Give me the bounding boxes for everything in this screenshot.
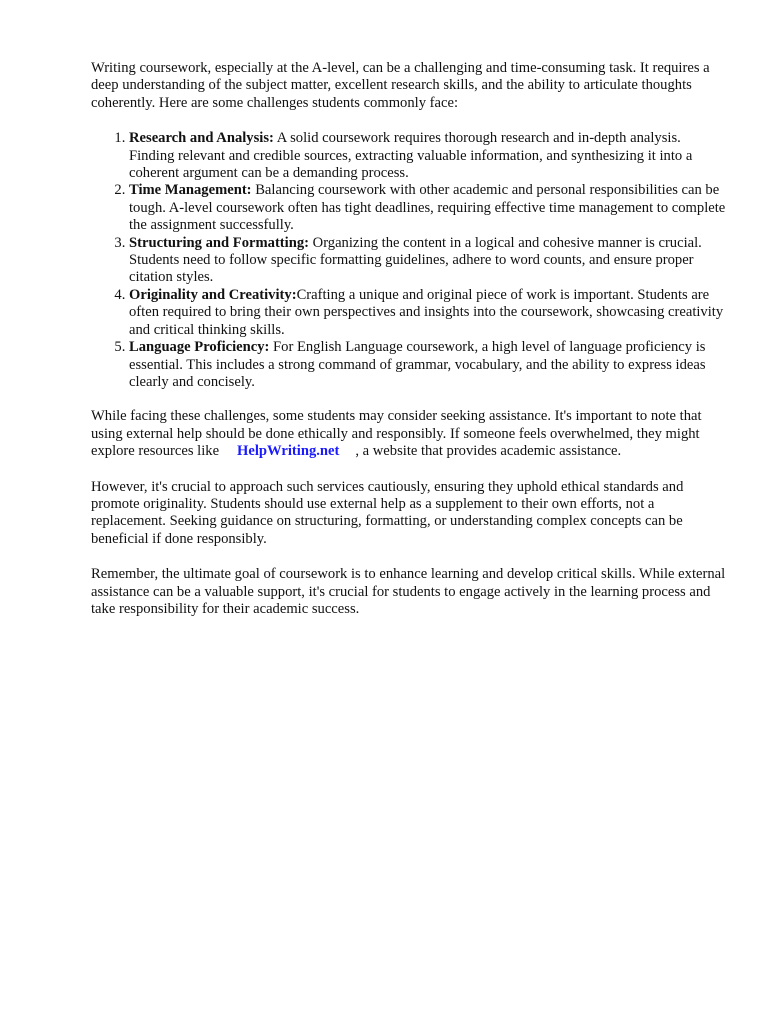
- list-item: [129, 287, 727, 339]
- list-item: [129, 130, 727, 182]
- challenge-term: Originality and Creativity:: [129, 286, 297, 303]
- assistance-text-after: , a website that provides academic assistance.: [355, 443, 622, 460]
- challenge-text: Crafting a unique and original piece of work is important. Students are often required to bring their own perspectives and insights into the coursework, showcasing creativity and critical thinking skills.: [129, 286, 724, 338]
- challenge-text: Balancing coursework with other academic and personal responsibilities can be tough. A-level coursework often has tight deadlines, requiring effective time management to complete the assignment successfully.: [129, 182, 726, 234]
- challenge-text: A solid coursework requires thorough research and in-depth analysis. Finding relevant and credible sources, extracting valuable information, and synthesizing it into a coherent argument can be a demanding process.: [129, 130, 693, 182]
- assistance-text-before: While facing these challenges, some students may consider seeking assistance. It's important to note that using external help should be done ethically and responsibly. If someone feels overwhelmed, they might explore resources like: [91, 408, 702, 460]
- challenge-text: Organizing the content in a logical and cohesive manner is crucial. Students need to follow specific formatting guidelines, adhere to word counts, and ensure proper citation styles.: [129, 234, 702, 286]
- assistance-paragraph: [91, 408, 727, 460]
- challenge-term: Structuring and Formatting:: [129, 234, 309, 251]
- list-item: [129, 235, 727, 287]
- challenge-term: Language Proficiency:: [129, 339, 270, 356]
- document-page: [91, 60, 727, 618]
- helpwriting-link[interactable]: HelpWriting.net: [237, 443, 340, 460]
- challenges-list: [91, 130, 727, 391]
- challenge-term: Time Management:: [129, 182, 252, 199]
- list-item: [129, 182, 727, 234]
- conclusion-paragraph: Remember, the ultimate goal of coursework is to enhance learning and develop critical skills. While external assistance can be a valuable support, it's crucial for students to engage actively in the learning process and take responsibility for their academic success.: [91, 566, 726, 617]
- intro-paragraph: Writing coursework, especially at the A-level, can be a challenging and time-consuming task. It requires a deep understanding of the subject matter, excellent research skills, and the ability to articulate thoughts coherently. Here are some challenges students commonly face:: [91, 60, 710, 111]
- challenge-term: Research and Analysis:: [129, 130, 274, 147]
- challenge-text: For English Language coursework, a high level of language proficiency is essential. This includes a strong command of grammar, vocabulary, and the ability to express ideas clearly and concisely.: [129, 339, 706, 390]
- list-item: [129, 339, 727, 391]
- caution-paragraph: However, it's crucial to approach such services cautiously, ensuring they uphold ethical standards and promote originality. Students should use external help as a supplement to their own efforts, not a replacement. Seeking guidance on structuring, formatting, or understanding complex concepts can be beneficial if done responsibly.: [91, 478, 684, 547]
